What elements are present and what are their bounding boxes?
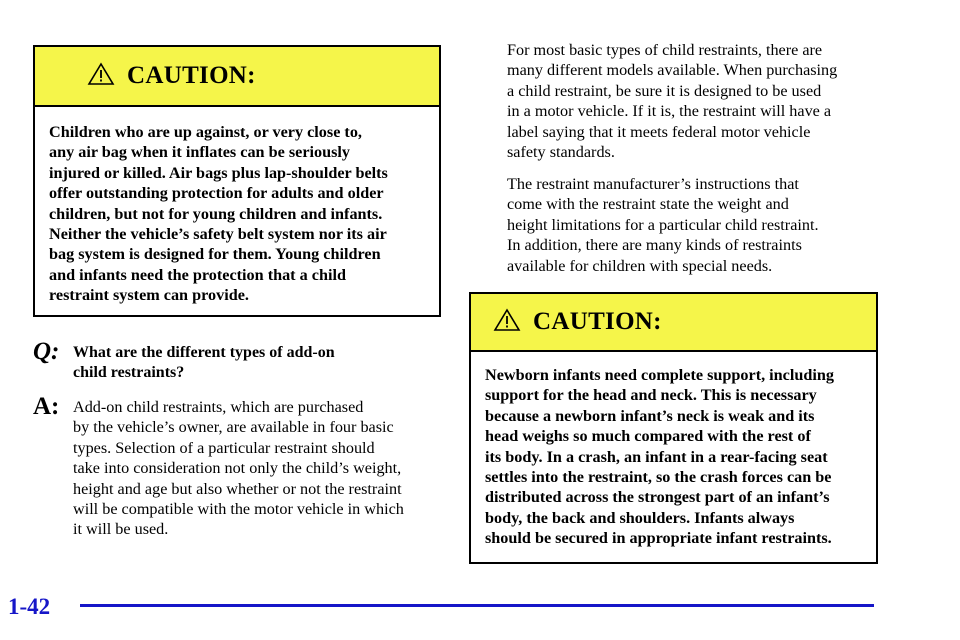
paragraph-models: For most basic types of child restraints, there are many different models available. When purchasing a child restraint, be sure it is designed to be used in a motor vehicle. If it is, the restraint will have a label saying that it meets federal motor vehicle safety standards. — [507, 41, 838, 162]
caution-text: Newborn infants need complete support, including support for the head and neck. This is necessary because a newborn infant’s neck is weak and its head weighs so much compared with the rest of its body. In a crash, an infant in a rear-facing seat settles into the restraint, so the crash forces can be distributed across the strongest part of an infant’s body, the back and shoulders. Infants always should be secured in appropriate infant restraints. — [485, 366, 834, 548]
page-number: 1-42 — [8, 594, 51, 619]
caution-title: CAUTION: — [127, 62, 256, 89]
caution-box-newborn — [469, 292, 878, 564]
caution-text: Children who are up against, or very close to, any air bag when it inflates can be seriously injured or killed. Air bags plus lap-shoulder belts offer outstanding protection for adults and older children, but not for young children and infants. Neither the vehicle’s safety belt system nor its air bag system is designed for them. Young children and infants need the protection that a child restraint system can provide. — [49, 123, 388, 305]
paragraph-instructions: The restraint manufacturer’s instructions that come with the restraint state the weight and height limitations for a particular child restraint. In addition, there are many kinds of restraints available for children with special needs. — [507, 175, 819, 275]
question-block — [33, 338, 443, 388]
caution-title: CAUTION: — [533, 308, 662, 335]
warning-triangle-icon — [493, 308, 521, 337]
answer-marker: A: — [33, 393, 60, 420]
caution-box-air-bag — [33, 45, 441, 317]
caution-header — [471, 294, 876, 352]
caution-header — [35, 47, 439, 107]
answer-text: Add-on child restraints, which are purchased by the vehicle’s owner, are available in four basic types. Selection of a particular restraint should take into consideration not only the child’s weight, height and age but also whether or not the restraint will be compatible with the motor vehicle in which it will be used. — [73, 398, 404, 539]
question-text: What are the different types of add-on child restraints? — [73, 344, 335, 381]
question-marker: Q: — [33, 338, 60, 365]
footer-rule — [80, 604, 874, 607]
answer-block — [33, 393, 443, 543]
warning-triangle-icon — [87, 62, 115, 91]
